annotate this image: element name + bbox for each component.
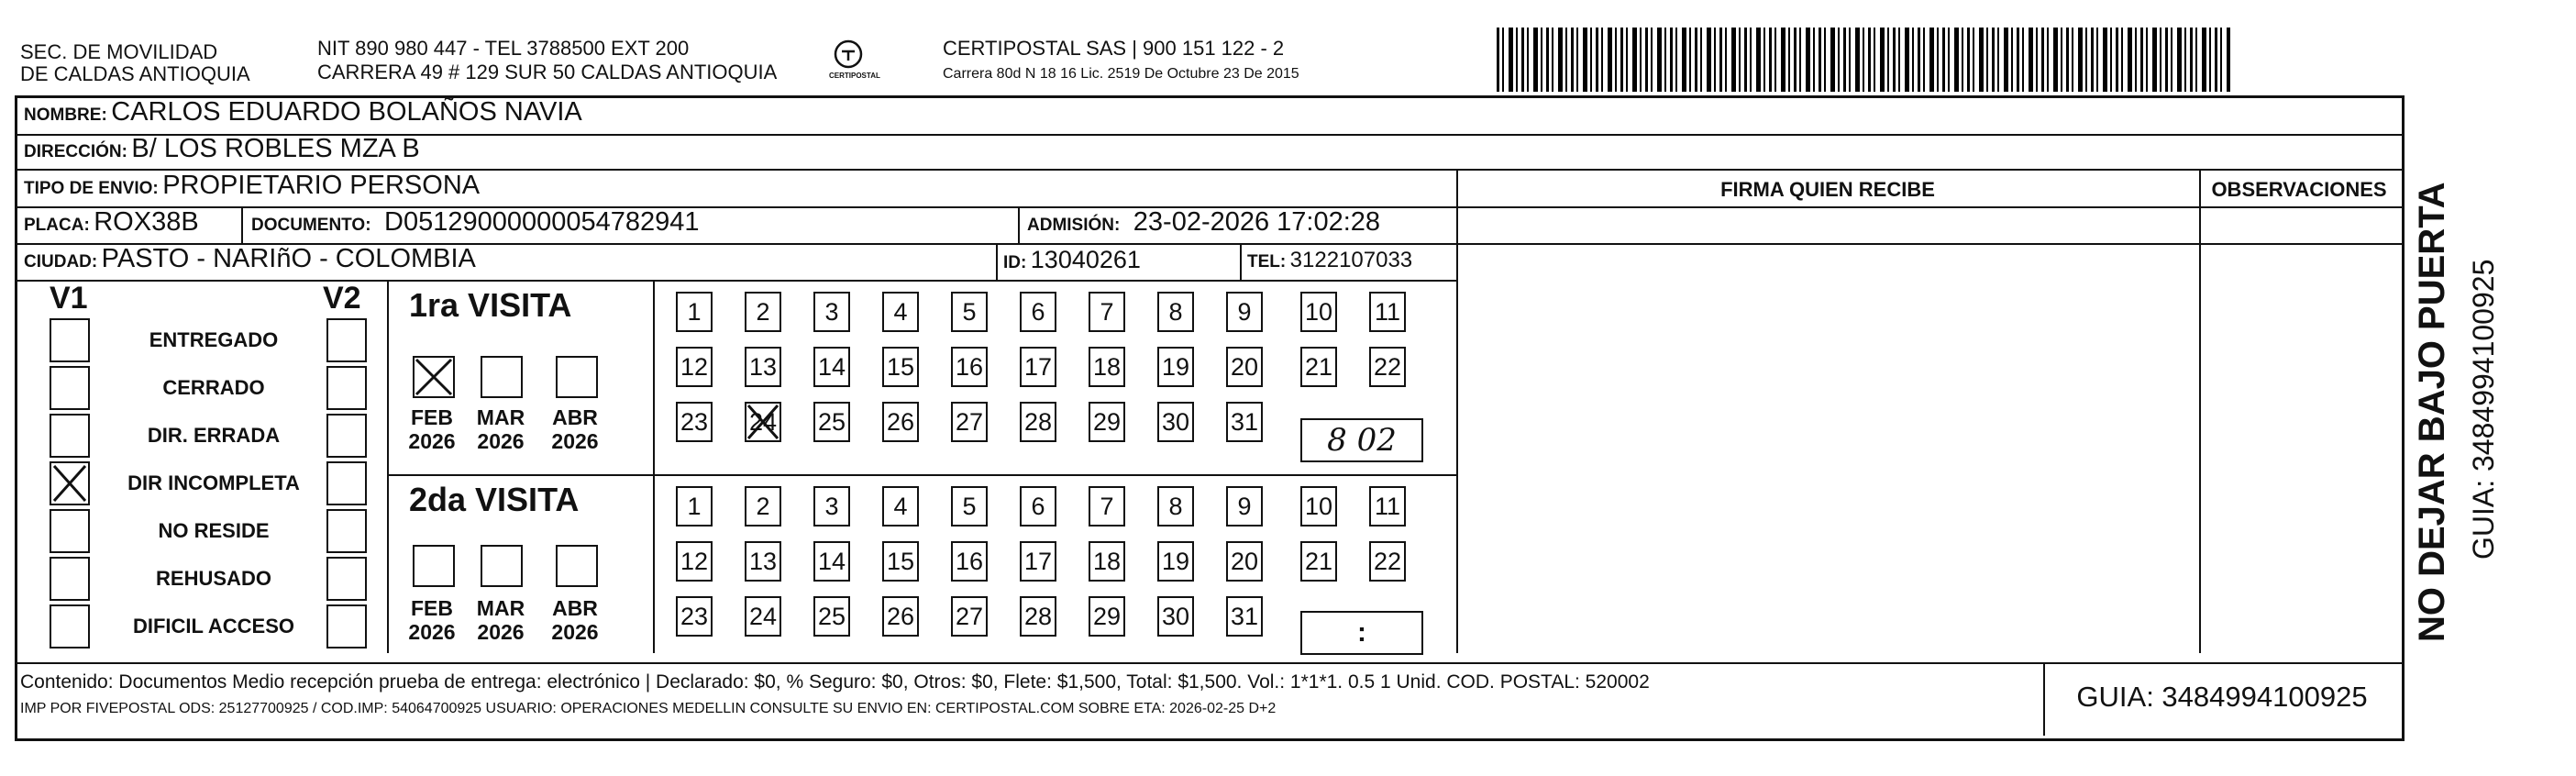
second-visit-day-25[interactable]: 25 (813, 596, 850, 637)
second-visit-day-1[interactable]: 1 (676, 486, 713, 527)
second-visit-day-6[interactable]: 6 (1020, 486, 1056, 527)
ciudad-label: CIUDAD: (24, 252, 98, 272)
first-visit-day-18[interactable]: 18 (1089, 347, 1125, 387)
first-visit-day-9[interactable]: 9 (1226, 292, 1263, 332)
first-visit-month-feb-checkbox[interactable] (413, 356, 455, 398)
first-visit-day-23[interactable]: 23 (676, 402, 713, 442)
second-visit-day-10[interactable]: 10 (1300, 486, 1337, 527)
second-visit-month-mar: MAR 2026 (476, 596, 525, 644)
v1-checkbox-cerrado[interactable] (50, 366, 90, 410)
v1-checkbox-dir-errada[interactable] (50, 414, 90, 458)
id-label: ID: (1003, 253, 1027, 272)
second-visit-month-abr: ABR 2026 (551, 596, 599, 644)
status-rehusado: REHUSADO (156, 567, 271, 590)
status-entregado: ENTREGADO (149, 328, 279, 351)
status-cerrado: CERRADO (162, 376, 265, 399)
contact-line-2: CARRERA 49 # 129 SUR 50 CALDAS ANTIOQUIA (317, 61, 778, 83)
first-visit-day-12[interactable]: 12 (676, 347, 713, 387)
id-field (1003, 246, 1141, 274)
first-visit-month-abr: ABR 2026 (551, 405, 599, 453)
v2-checkbox-dificil-acceso[interactable] (326, 604, 367, 649)
first-visit-day-26[interactable]: 26 (882, 402, 919, 442)
tipo-envio-field (24, 171, 480, 201)
first-visit-day-5[interactable]: 5 (951, 292, 988, 332)
v1-label: V1 (50, 281, 88, 316)
second-visit-month-abr-checkbox[interactable] (556, 545, 598, 587)
second-visit-day-15[interactable]: 15 (882, 541, 919, 582)
first-visit-day-22[interactable]: 22 (1369, 347, 1406, 387)
tipo-envio-label: TIPO DE ENVIO: (24, 179, 159, 198)
first-visit-day-11[interactable]: 11 (1369, 292, 1406, 332)
first-visit-day-7[interactable]: 7 (1089, 292, 1125, 332)
barcode (1497, 28, 2230, 92)
first-visit-month-mar-checkbox[interactable] (481, 356, 523, 398)
v1-checkbox-rehusado[interactable] (50, 557, 90, 601)
nombre-label: NOMBRE: (24, 105, 107, 125)
second-visit-day-22[interactable]: 22 (1369, 541, 1406, 582)
second-visit-day-17[interactable]: 17 (1020, 541, 1056, 582)
second-visit-day-28[interactable]: 28 (1020, 596, 1056, 637)
first-visit-month-abr-checkbox[interactable] (556, 356, 598, 398)
contact-line-1: NIT 890 980 447 - TEL 3788500 EXT 200 (317, 37, 690, 60)
v2-checkbox-rehusado[interactable] (326, 557, 367, 601)
second-visit-day-31[interactable]: 31 (1226, 596, 1263, 637)
footer-print-line: IMP POR FIVEPOSTAL ODS: 25127700925 / COD.IMP: 54064700925 USUARIO: OPERACIONES MEDELLIN CONSULTE SU ENVIO EN: CERTIPOSTAL.COM SOBRE ETA: 2026-02-25 D+2 (20, 701, 1277, 716)
placa-field (24, 207, 199, 238)
second-visit-title: 2da VISITA (409, 481, 580, 518)
tel-field (1247, 248, 1412, 273)
first-visit-day-2[interactable]: 2 (745, 292, 781, 332)
first-visit-day-6[interactable]: 6 (1020, 292, 1056, 332)
admision-value: 23-02-2026 17:02:28 (1133, 207, 1381, 237)
nombre-value: CARLOS EDUARDO BOLAÑOS NAVIA (111, 97, 582, 127)
first-visit-time[interactable]: 8 02 (1300, 418, 1423, 462)
second-visit-day-9[interactable]: 9 (1226, 486, 1263, 527)
first-visit-day-14[interactable]: 14 (813, 347, 850, 387)
first-visit-day-29[interactable]: 29 (1089, 402, 1125, 442)
first-visit-day-4[interactable]: 4 (882, 292, 919, 332)
first-visit-day-3[interactable]: 3 (813, 292, 850, 332)
certipostal-logo-icon (833, 39, 864, 70)
second-visit-day-14[interactable]: 14 (813, 541, 850, 582)
signature-area[interactable] (1458, 207, 2197, 651)
second-visit-day-21[interactable]: 21 (1300, 541, 1337, 582)
second-visit-day-24[interactable]: 24 (745, 596, 781, 637)
second-visit-day-26[interactable]: 26 (882, 596, 919, 637)
v2-checkbox-dir-errada[interactable] (326, 414, 367, 458)
second-visit-day-12[interactable]: 12 (676, 541, 713, 582)
observations-area[interactable] (2201, 207, 2397, 651)
second-visit-day-2[interactable]: 2 (745, 486, 781, 527)
second-visit-month-mar-checkbox[interactable] (481, 545, 523, 587)
first-visit-day-24[interactable] (745, 402, 781, 442)
v1-checkbox-dir-incompleta[interactable] (50, 461, 90, 505)
status-dir-errada: DIR. ERRADA (147, 424, 281, 447)
ciudad-field (24, 244, 476, 274)
second-visit-day-19[interactable]: 19 (1157, 541, 1194, 582)
second-visit-day-20[interactable]: 20 (1226, 541, 1263, 582)
v2-checkbox-cerrado[interactable] (326, 366, 367, 410)
first-visit-day-21[interactable]: 21 (1300, 347, 1337, 387)
check-x-icon (415, 358, 453, 396)
side-guia: GUIA: 3484994100925 (2467, 259, 2500, 560)
first-visit-day-27[interactable]: 27 (951, 402, 988, 442)
first-visit-day-17[interactable]: 17 (1020, 347, 1056, 387)
second-visit-day-27[interactable]: 27 (951, 596, 988, 637)
second-visit-day-11[interactable]: 11 (1369, 486, 1406, 527)
courier-line-2: Carrera 80d N 18 16 Lic. 2519 De Octubre 23 De 2015 (943, 66, 1299, 82)
tel-label: TEL: (1247, 252, 1287, 272)
placa-value: ROX38B (94, 207, 199, 237)
tipo-envio-value: PROPIETARIO PERSONA (162, 171, 481, 200)
admision-label: ADMISIÓN: (1027, 216, 1121, 235)
v1-checkbox-entregado[interactable] (50, 318, 90, 362)
second-visit-day-4[interactable]: 4 (882, 486, 919, 527)
documento-field (251, 207, 700, 238)
v2-label: V2 (323, 281, 361, 316)
courier-line-1: CERTIPOSTAL SAS | 900 151 122 - 2 (943, 37, 1285, 60)
second-visit-day-18[interactable]: 18 (1089, 541, 1125, 582)
direccion-label: DIRECCIÓN: (24, 142, 127, 161)
second-visit-month-feb: FEB 2026 (408, 596, 456, 644)
v2-checkbox-dir-incompleta[interactable] (326, 461, 367, 505)
first-visit-day-25[interactable]: 25 (813, 402, 850, 442)
first-visit-day-19[interactable]: 19 (1157, 347, 1194, 387)
footer-content-line: Contenido: Documentos Medio recepción prueba de entrega: electrónico | Declarado: $0, % Seguro: $0, Otros: $0, Flete: $1,500, Total: $1,500. Vol.: 1*1*1. 0.5 1 Unid. COD. POSTAL: 520002 (20, 671, 1650, 693)
first-visit-day-8[interactable]: 8 (1157, 292, 1194, 332)
second-visit-day-16[interactable]: 16 (951, 541, 988, 582)
v1-checkbox-dificil-acceso[interactable] (50, 604, 90, 649)
check-x-icon (51, 463, 88, 504)
day-number: 24 (748, 408, 778, 436)
first-visit-day-10[interactable]: 10 (1300, 292, 1337, 332)
first-visit-month-mar: MAR 2026 (476, 405, 525, 453)
no-dejar-bajo-puerta: NO DEJAR BAJO PUERTA (2412, 182, 2452, 642)
second-visit-day-7[interactable]: 7 (1089, 486, 1125, 527)
documento-value: D05129000000054782941 (384, 207, 700, 237)
v2-checkbox-entregado[interactable] (326, 318, 367, 362)
first-visit-day-28[interactable]: 28 (1020, 402, 1056, 442)
second-visit-time[interactable]: : (1300, 611, 1423, 655)
second-visit-day-13[interactable]: 13 (745, 541, 781, 582)
second-visit-day-3[interactable]: 3 (813, 486, 850, 527)
first-visit-day-30[interactable]: 30 (1157, 402, 1194, 442)
id-value: 13040261 (1030, 246, 1141, 273)
direccion-field (24, 134, 420, 164)
v1-checkbox-no-reside[interactable] (50, 509, 90, 553)
first-visit-day-20[interactable]: 20 (1226, 347, 1263, 387)
status-dificil-acceso: DIFICIL ACCESO (132, 615, 294, 637)
first-visit-day-16[interactable]: 16 (951, 347, 988, 387)
ciudad-value: PASTO - NARIñO - COLOMBIA (101, 244, 476, 273)
first-visit-title: 1ra VISITA (409, 286, 572, 324)
first-visit-day-1[interactable]: 1 (676, 292, 713, 332)
admision-field (1027, 207, 1380, 238)
org-line-2: DE CALDAS ANTIOQUIA (20, 62, 250, 85)
firma-header: FIRMA QUIEN RECIBE (1720, 178, 1935, 201)
first-visit-day-31[interactable]: 31 (1226, 402, 1263, 442)
second-visit-day-30[interactable]: 30 (1157, 596, 1194, 637)
first-visit-day-15[interactable]: 15 (882, 347, 919, 387)
status-no-reside: NO RESIDE (158, 519, 270, 542)
second-visit-month-feb-checkbox[interactable] (413, 545, 455, 587)
first-visit-day-13[interactable]: 13 (745, 347, 781, 387)
second-visit-day-23[interactable]: 23 (676, 596, 713, 637)
second-visit-day-8[interactable]: 8 (1157, 486, 1194, 527)
org-line-1: SEC. DE MOVILIDAD (20, 40, 218, 63)
logo-caption: CERTIPOSTAL (829, 72, 880, 80)
observaciones-header: OBSERVACIONES (2211, 178, 2387, 201)
placa-label: PLACA: (24, 216, 90, 235)
second-visit-day-29[interactable]: 29 (1089, 596, 1125, 637)
direccion-value: B/ LOS ROBLES MZA B (131, 134, 420, 163)
v2-checkbox-no-reside[interactable] (326, 509, 367, 553)
first-visit-month-feb: FEB 2026 (408, 405, 456, 453)
documento-label: DOCUMENTO: (251, 216, 371, 235)
second-visit-day-5[interactable]: 5 (951, 486, 988, 527)
nombre-field (24, 97, 582, 127)
tel-value: 3122107033 (1289, 248, 1413, 272)
status-dir-incompleta: DIR INCOMPLETA (127, 471, 300, 494)
footer-guia: GUIA: 3484994100925 (2076, 681, 2368, 713)
